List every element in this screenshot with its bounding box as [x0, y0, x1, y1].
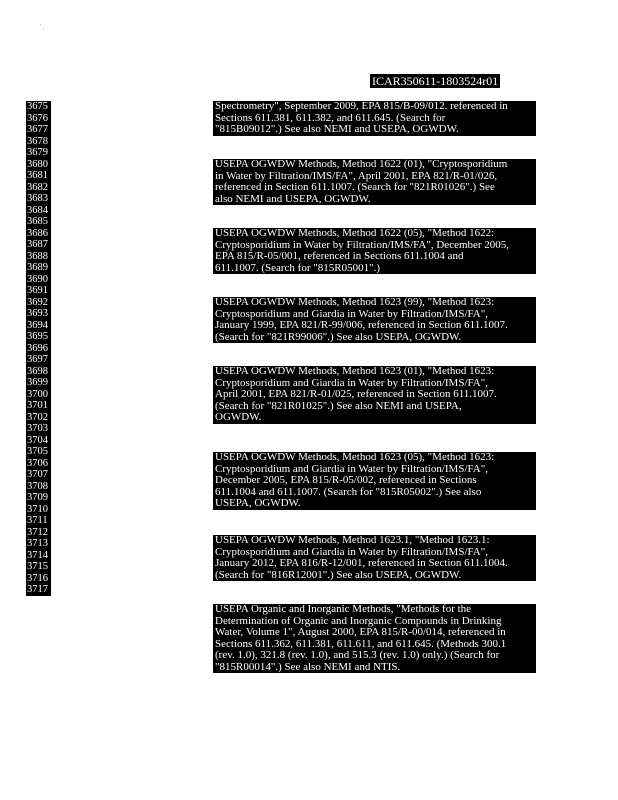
entry-line: Cryptosporidium and Giardia in Water by Filtration/IMS/FA", — [215, 546, 488, 558]
line-number: 3690 — [27, 273, 48, 285]
entry-line: Cryptosporidium and Giardia in Water by Filtration/IMS/FA", — [215, 377, 488, 389]
entry-line: (Search for "821R01025".) See also NEMI and USEPA, — [215, 400, 462, 412]
line-number: 3700 — [27, 388, 48, 400]
scan-specks: ' , — [40, 24, 45, 30]
line-number: 3679 — [27, 147, 48, 158]
line-number: 3680 — [27, 158, 48, 170]
entry-line: EPA 815/R-05/001, referenced in Sections 611.1004 and — [215, 251, 464, 262]
line-number: 3714 — [27, 549, 48, 561]
line-number: 3692 — [27, 296, 48, 308]
line-number: 3696 — [27, 342, 48, 354]
line-number: 3693 — [27, 308, 48, 319]
line-number: 3695 — [27, 331, 48, 342]
entry-line: (Search for "816R12001".) See also USEPA, OGWDW. — [215, 569, 462, 581]
entry-line: in Water by Filtration/IMS/FA", April 2001, EPA 821/R-01/026, — [215, 170, 498, 182]
line-number: 3699 — [27, 377, 48, 388]
reference-entry — [213, 228, 536, 274]
entry-line: USEPA Organic and Inorganic Methods, "Methods for the — [215, 604, 472, 615]
entry-line: USEPA OGWDW Methods, Method 1622 (01), "Cryptosporidium — [215, 159, 508, 170]
line-number: 3689 — [27, 262, 48, 273]
line-number: 3684 — [27, 204, 48, 216]
entry-line: USEPA OGWDW Methods, Method 1623 (99), "Method 1623: — [215, 297, 495, 308]
entry-line: USEPA OGWDW Methods, Method 1623 (01), "Method 1623: — [215, 366, 495, 377]
line-number: 3703 — [27, 423, 48, 434]
line-number: 3708 — [27, 480, 48, 492]
reference-entry — [213, 297, 536, 343]
line-number: 3686 — [27, 227, 48, 239]
line-number: 3713 — [27, 538, 48, 549]
line-number: 3688 — [27, 250, 48, 262]
line-number: 3681 — [27, 170, 48, 181]
line-number: 3706 — [27, 457, 48, 469]
entry-line: USEPA OGWDW Methods, Method 1622 (05), "Method 1622: — [215, 228, 495, 239]
entry-line: referenced in Section 611.1007. (Search for "821R01026".) See — [215, 182, 495, 193]
document-id: ICAR350611-1803524r01 — [372, 74, 499, 88]
entry-line: also NEMI and USEPA, OGWDW. — [215, 193, 371, 205]
line-number: 3715 — [27, 561, 48, 572]
line-number: 3711 — [27, 515, 48, 526]
line-number: 3698 — [27, 365, 48, 377]
line-number: 3677 — [27, 124, 48, 135]
line-number: 3685 — [27, 216, 48, 227]
entry-line: Sections 611.362, 611.381, 611.611, and 611.645. (Methods 300.1 — [215, 638, 507, 650]
entry-line: Determination of Organic and Inorganic Compounds in Drinking — [215, 615, 502, 627]
entry-line: Cryptosporidium and Giardia in Water by Filtration/IMS/FA", — [215, 463, 488, 475]
reference-entry — [213, 366, 536, 424]
entry-line: "815B09012".) See also NEMI and USEPA, OGWDW. — [215, 124, 459, 135]
line-number: 3712 — [27, 526, 48, 538]
entry-line: Sections 611.381, 611.382, and 611.645. (Search for — [215, 112, 446, 124]
entry-line: Water, Volume 1", August 2000, EPA 815/R-00/014, referenced in — [215, 627, 506, 638]
line-number: 3707 — [27, 469, 48, 480]
line-number: 3716 — [27, 572, 48, 584]
line-number: 3710 — [27, 503, 48, 515]
entry-line: December 2005, EPA 815/R-05/002, referenced in Sections — [215, 475, 477, 486]
line-number: 3705 — [27, 446, 48, 457]
reference-entry — [213, 535, 536, 581]
line-number: 3717 — [27, 584, 48, 595]
entry-line: April 2001, EPA 821/R-01/025, referenced in Section 611.1007. — [215, 389, 497, 400]
line-number: 3702 — [27, 411, 48, 423]
entry-line: USEPA OGWDW Methods, Method 1623 (05), "Method 1623: — [215, 452, 495, 463]
entry-line: Cryptosporidium and Giardia in Water by Filtration/IMS/FA", — [215, 308, 488, 320]
line-number: 3709 — [27, 492, 48, 503]
line-number: 3683 — [27, 193, 48, 204]
entry-line: January 1999, EPA 821/R-99/006, referenced in Section 611.1007. — [215, 320, 508, 331]
entry-line: Spectrometry", September 2009, EPA 815/B-09/012. referenced in — [215, 101, 508, 112]
line-number: 3697 — [27, 354, 48, 365]
line-number: 3701 — [27, 400, 48, 411]
reference-entry — [213, 452, 536, 510]
line-number: 3694 — [27, 319, 48, 331]
entry-line: (rev. 1.0), 321.8 (rev. 1.0), and 515.3 (rev. 1.0) only.) (Search for — [215, 650, 500, 661]
line-number-column — [26, 101, 51, 596]
line-number: 3687 — [27, 239, 48, 250]
reference-entry — [213, 159, 536, 205]
entry-line: 611.1007. (Search for "815R05001".) — [215, 262, 380, 274]
line-number: 3678 — [27, 135, 48, 147]
line-number: 3676 — [27, 112, 48, 124]
entry-line: USEPA OGWDW Methods, Method 1623.1, "Method 1623.1: — [215, 535, 490, 546]
line-number: 3704 — [27, 434, 48, 446]
entry-line: 611.1004 and 611.1007. (Search for "815R05002".) See also — [215, 486, 482, 498]
reference-entry — [213, 101, 536, 136]
entry-line: "815R00014".) See also NEMI and NTIS. — [215, 661, 401, 673]
line-number: 3682 — [27, 181, 48, 193]
entry-line: (Search for "821R99006".) See also USEPA, OGWDW. — [215, 331, 462, 343]
line-number: 3691 — [27, 285, 48, 296]
reference-entry — [213, 604, 536, 673]
entry-line: January 2012, EPA 816/R-12/001, referenced in Section 611.1004. — [215, 558, 508, 569]
entry-line: Cryptosporidium in Water by Filtration/IMS/FA", December 2005, — [215, 239, 510, 251]
line-number: 3675 — [27, 101, 48, 112]
entry-line: USEPA, OGWDW. — [215, 498, 301, 509]
entry-line: OGWDW. — [215, 412, 262, 423]
